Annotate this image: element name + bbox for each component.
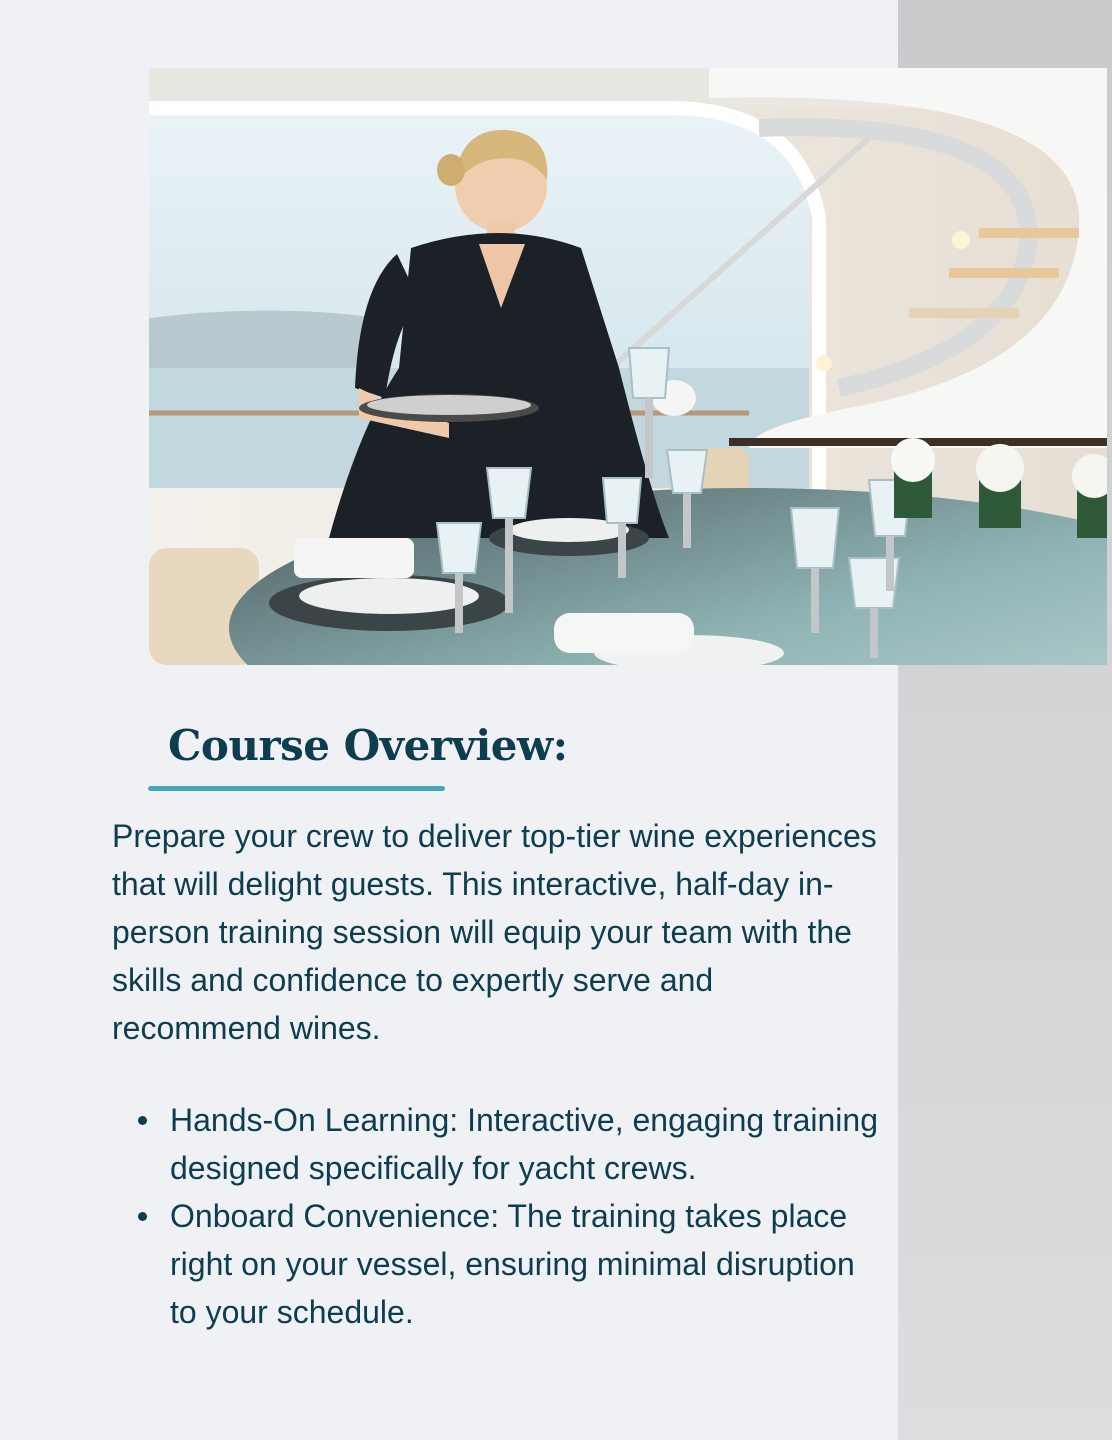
feature-list	[170, 1096, 880, 1336]
list-item	[170, 1192, 880, 1336]
list-item-text: Onboard Convenience: The training takes place right on your vessel, ensuring minimal disruption to your schedule.	[170, 1198, 855, 1330]
course-overview-heading: Course Overview:	[168, 721, 568, 770]
yacht-dining-photo	[149, 68, 1107, 665]
overview-paragraph: Prepare your crew to deliver top-tier wine experiences that will delight guests. This interactive, half-day in-person training session will equip your team with the skills and confidence to expertly serve and recommend wines.	[112, 818, 877, 1046]
bullet-icon	[138, 1116, 147, 1125]
bullet-icon	[138, 1212, 147, 1221]
list-item	[170, 1096, 880, 1192]
list-item-text: Hands-On Learning: Interactive, engaging training designed specifically for yacht crews.	[170, 1102, 878, 1186]
heading-underline	[148, 786, 445, 791]
